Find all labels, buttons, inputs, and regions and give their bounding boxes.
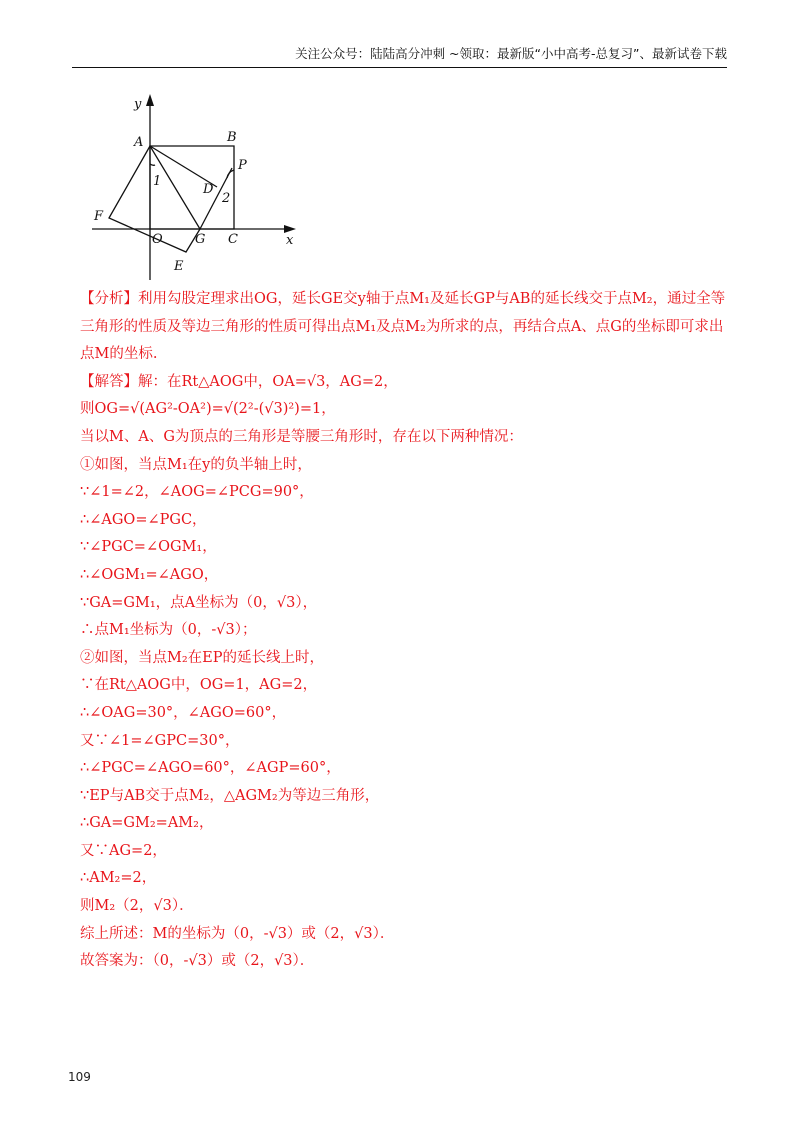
y-axis-arrow	[146, 94, 154, 106]
solution-tag: 【解答】	[80, 373, 138, 390]
label-G: G	[195, 232, 206, 247]
analysis-text: 利用勾股定理求出OG，延长GE交y轴于点M₁及延长GP与AB的延长线交于点M₂，通过全等三角形的性质及等边三角形的性质可得出点M₁及点M₂为所求的点，再结合点A、点G的坐标即可求出点M的坐标.	[80, 291, 726, 363]
solution-line: ∴GA=GM₂=AM₂，	[80, 815, 214, 832]
solution-line: 当以M、A、G为顶点的三角形是等腰三角形时，存在以下两种情况：	[80, 428, 523, 445]
solution-line: ∵GA=GM₁，点A坐标为（0，√3），	[80, 594, 318, 611]
solution-line: 又∵∠1=∠GPC=30°，	[80, 732, 240, 749]
label-C: C	[228, 232, 238, 247]
geometry-figure	[82, 92, 312, 284]
solution-line: ∵∠PGC=∠OGM₁，	[80, 539, 217, 556]
solution-line: ∴∠AGO=∠PGC，	[80, 511, 207, 528]
solution-line	[80, 369, 730, 397]
page-number: 109	[68, 1070, 91, 1084]
label-F: F	[94, 209, 104, 224]
solution-line: 则M₂（2，√3）．	[80, 898, 194, 915]
angle-1-arc	[150, 164, 155, 165]
solution-line: ∴点M₁坐标为（0，-√3）；	[80, 622, 257, 639]
page-header: 关注公众号：陆陆高分冲刺 ~领取：最新版“小中高考-总复习”、最新试卷下载	[72, 44, 727, 68]
solution-line: ∴AM₂=2，	[80, 870, 157, 887]
solution-line: ①如图，当点M₁在y的负半轴上时，	[80, 456, 312, 473]
label-x: x	[286, 233, 294, 248]
label-1: 1	[153, 174, 162, 189]
label-E: E	[174, 259, 184, 274]
solution-line: 则OG=√(AG²-OA²)=√(2²-(√3)²)=1，	[80, 401, 336, 418]
solution-line: 又∵AG=2，	[80, 842, 167, 859]
x-axis-arrow	[284, 225, 296, 233]
solution-content	[80, 286, 730, 976]
label-2: 2	[222, 191, 231, 206]
label-P: P	[238, 158, 247, 173]
solution-text: 解：在Rt△AOG中，OA=√3，AG=2，	[138, 373, 398, 390]
solution-line: 综上所述：M的坐标为（0，-√3）或（2，√3）．	[80, 925, 395, 942]
analysis-tag: 【分析】	[80, 291, 138, 307]
label-O: O	[152, 232, 163, 247]
solution-line: ∵在Rt△AOG中，OG=1，AG=2，	[80, 677, 318, 694]
label-y: y	[134, 97, 142, 112]
solution-line: ∴∠OAG=30°，∠AGO=60°，	[80, 704, 287, 721]
label-A: A	[134, 135, 144, 150]
label-D: D	[203, 182, 214, 197]
solution-line: ∵∠1=∠2，∠AOG=∠PCG=90°，	[80, 484, 314, 501]
solution-line: 故答案为：（0，-√3）或（2，√3）．	[80, 953, 315, 970]
solution-line: ∴∠PGC=∠AGO=60°，∠AGP=60°，	[80, 760, 341, 777]
solution-line: ∵EP与AB交于点M₂，△AGM₂为等边三角形，	[80, 787, 380, 804]
label-B: B	[227, 130, 237, 145]
solution-line: ②如图，当点M₂在EP的延长线上时，	[80, 649, 324, 666]
solution-line: ∴∠OGM₁=∠AGO，	[80, 566, 219, 583]
analysis-paragraph	[80, 286, 730, 369]
